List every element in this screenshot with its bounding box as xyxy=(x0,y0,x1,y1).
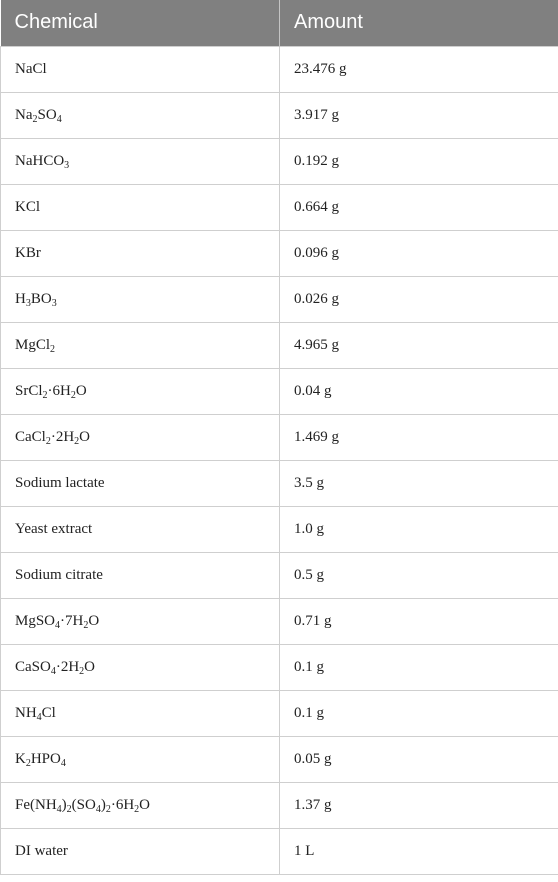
chemical-cell xyxy=(1,690,280,736)
table-row xyxy=(1,828,558,874)
table-row xyxy=(1,690,558,736)
amount-cell: 1.37 g xyxy=(280,782,558,828)
formula-subscript: 2 xyxy=(79,665,85,677)
formula-text: CaSO xyxy=(15,658,51,675)
formula-text: BO xyxy=(30,290,52,307)
formula-text: O xyxy=(79,428,91,445)
formula-text: NaCl xyxy=(15,60,47,77)
amount-cell: 0.05 g xyxy=(280,736,558,782)
formula-text: Sodium lactate xyxy=(15,474,105,491)
amount-cell: 0.664 g xyxy=(280,184,558,230)
table-row xyxy=(1,782,558,828)
table-row xyxy=(1,736,558,782)
table-body xyxy=(1,46,558,874)
table-row xyxy=(1,506,558,552)
formula-text: Fe(NH xyxy=(15,796,57,813)
formula-subscript: 4 xyxy=(56,113,62,125)
formula-text: HPO xyxy=(30,750,61,767)
chemical-cell xyxy=(1,230,280,276)
amount-cell: 0.71 g xyxy=(280,598,558,644)
formula-subscript: 2 xyxy=(42,389,48,401)
chemical-cell xyxy=(1,414,280,460)
formula-subscript: 2 xyxy=(105,803,111,815)
amount-cell: 0.1 g xyxy=(280,690,558,736)
table-row xyxy=(1,92,558,138)
formula-text: Yeast extract xyxy=(15,520,93,537)
chemical-cell xyxy=(1,506,280,552)
formula-text: O xyxy=(84,658,96,675)
formula-text: ) xyxy=(100,796,106,813)
table-row xyxy=(1,552,558,598)
formula-text: Cl xyxy=(41,704,56,721)
table-row xyxy=(1,184,558,230)
formula-text: SO xyxy=(37,106,57,123)
formula-text: MgCl xyxy=(15,336,51,353)
formula-subscript: 3 xyxy=(64,159,70,171)
chemical-cell xyxy=(1,322,280,368)
amount-cell: 0.04 g xyxy=(280,368,558,414)
formula-text: O xyxy=(139,796,151,813)
chemical-cell xyxy=(1,460,280,506)
table-header xyxy=(1,0,558,46)
amount-cell: 0.1 g xyxy=(280,644,558,690)
formula-subscript: 2 xyxy=(25,757,31,769)
formula-subscript: 4 xyxy=(60,757,66,769)
formula-subscript: 3 xyxy=(25,297,31,309)
chemical-cell xyxy=(1,598,280,644)
formula-subscript: 4 xyxy=(95,803,101,815)
amount-cell: 3.5 g xyxy=(280,460,558,506)
header-row xyxy=(1,0,558,46)
amount-cell: 0.026 g xyxy=(280,276,558,322)
table-row xyxy=(1,230,558,276)
amount-cell: 1 L xyxy=(280,828,558,874)
formula-text: Na xyxy=(15,106,33,123)
formula-text: ) xyxy=(61,796,67,813)
chemical-cell xyxy=(1,138,280,184)
amount-cell: 0.5 g xyxy=(280,552,558,598)
formula-subscript: 4 xyxy=(36,711,42,723)
formula-subscript: 2 xyxy=(74,435,80,447)
formula-subscript: 2 xyxy=(66,803,72,815)
table-row xyxy=(1,46,558,92)
formula-text: ·2H xyxy=(55,658,80,675)
formula-subscript: 4 xyxy=(56,803,62,815)
amount-cell: 0.096 g xyxy=(280,230,558,276)
formula-subscript: 2 xyxy=(45,435,51,447)
amount-cell: 4.965 g xyxy=(280,322,558,368)
table-row xyxy=(1,414,558,460)
header-amount: Amount xyxy=(280,0,558,46)
table-row xyxy=(1,368,558,414)
formula-text: ·6H xyxy=(110,796,135,813)
formula-text: MgSO xyxy=(15,612,56,629)
formula-subscript: 4 xyxy=(50,665,56,677)
formula-text: NaHCO xyxy=(15,152,65,169)
formula-subscript: 4 xyxy=(55,619,61,631)
amount-cell: 1.0 g xyxy=(280,506,558,552)
formula-text: K xyxy=(15,750,26,767)
formula-text: DI water xyxy=(15,842,68,859)
formula-text: KCl xyxy=(15,198,41,215)
formula-text: O xyxy=(88,612,100,629)
formula-subscript: 3 xyxy=(51,297,57,309)
formula-text: ·6H xyxy=(47,382,71,399)
table-row xyxy=(1,276,558,322)
chemical-cell xyxy=(1,552,280,598)
chemical-cell xyxy=(1,46,280,92)
amount-cell: 3.917 g xyxy=(280,92,558,138)
formula-subscript: 2 xyxy=(50,343,56,355)
formula-text: Sodium citrate xyxy=(15,566,103,583)
formula-subscript: 2 xyxy=(134,803,140,815)
chemical-cell xyxy=(1,828,280,874)
chemical-cell xyxy=(1,644,280,690)
formula-text: (SO xyxy=(71,796,96,813)
header-chemical: Chemical xyxy=(1,0,280,46)
chemical-cell xyxy=(1,368,280,414)
amount-cell: 0.192 g xyxy=(280,138,558,184)
table-row xyxy=(1,322,558,368)
formula-text: CaCl xyxy=(15,428,46,445)
formula-text: ·7H xyxy=(60,612,84,629)
formula-text: SrCl xyxy=(15,382,43,399)
chemical-cell xyxy=(1,184,280,230)
table-row xyxy=(1,460,558,506)
chemical-cell xyxy=(1,92,280,138)
chemical-cell xyxy=(1,736,280,782)
chemical-cell xyxy=(1,782,280,828)
formula-subscript: 2 xyxy=(83,619,89,631)
table-row xyxy=(1,138,558,184)
formula-text: NH xyxy=(15,704,37,721)
formula-subscript: 2 xyxy=(32,113,38,125)
formula-text: H xyxy=(15,290,26,307)
amount-cell: 23.476 g xyxy=(280,46,558,92)
table-row xyxy=(1,644,558,690)
amount-cell: 1.469 g xyxy=(280,414,558,460)
table-row xyxy=(1,598,558,644)
chemical-cell xyxy=(1,276,280,322)
formula-text: KBr xyxy=(15,244,41,261)
formula-text: O xyxy=(75,382,87,399)
formula-text: ·2H xyxy=(50,428,75,445)
formula-subscript: 2 xyxy=(70,389,76,401)
